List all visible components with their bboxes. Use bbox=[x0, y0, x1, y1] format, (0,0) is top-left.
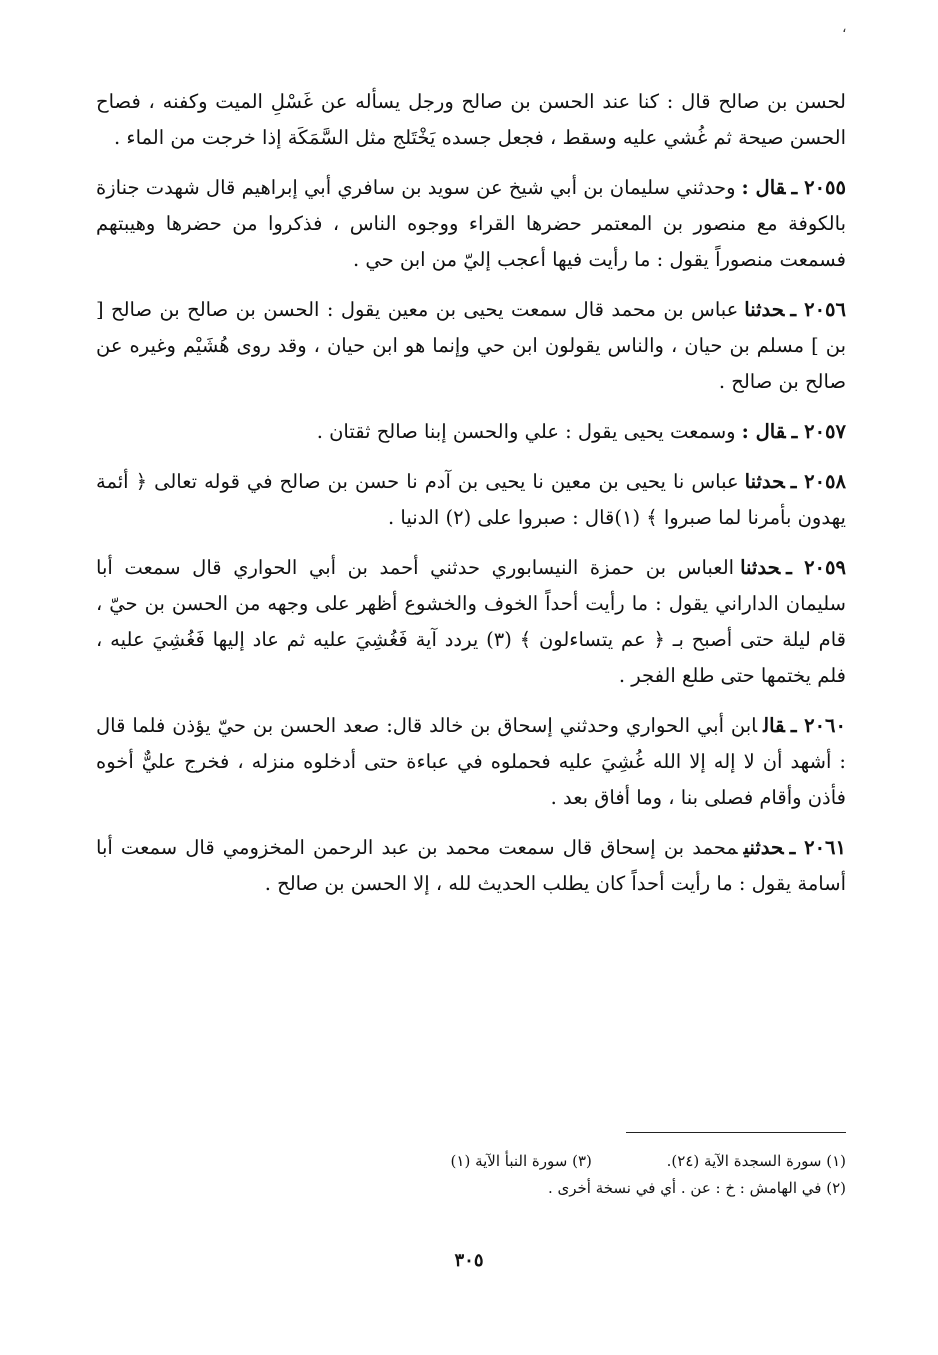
paragraph-keyword: حدثنا bbox=[744, 470, 785, 493]
footnote-row bbox=[300, 1148, 846, 1175]
paragraph-2061 bbox=[96, 830, 846, 902]
footnote-1: (١) سورة السجدة الآية (٢٤). bbox=[666, 1152, 846, 1170]
paragraph-keyword: حدثني bbox=[743, 836, 784, 859]
paragraph-text: لحسن بن صالح قال : كنا عند الحسن بن صالح ورجل يسأله عن غَسْلِ الميت وكفنه ، فصاح الحسن صيحة ثم غُشي عليه وسقط ، فجعل جسده يَخْتَلج مثل السَّمَكَة إذا خرجت من الماء . bbox=[96, 90, 846, 149]
corner-mark: ، bbox=[842, 20, 847, 36]
paragraph-text: ابن أبي الحواري وحدثني إسحاق بن خالد قال: صعد الحسن بن حيّ يؤذن فلما قال : أشهد أن لا إله إلا الله غُشِيَ عليه فحملوه في عباءة حتى أدخلوه منزله ، فخرج عليٌّ أخوه فأذن وأقام فصلى بنا ، وما أفاق بعد . bbox=[96, 714, 846, 809]
paragraph-2056 bbox=[96, 292, 846, 400]
paragraph-text: وسمعت يحيى يقول : علي والحسن إبنا صالح ثقتان . bbox=[316, 420, 736, 443]
paragraph-number: ٢٠٥٥ ـ bbox=[791, 176, 846, 199]
paragraph-number: ٢٠٥٧ ـ bbox=[791, 420, 846, 443]
footnote-3: (٣) سورة النبأ الآية (١) bbox=[450, 1152, 592, 1170]
paragraph-keyword: قال : bbox=[741, 420, 786, 443]
paragraph-text: محمد بن إسحاق قال سمعت محمد بن عبد الرحمن المخزومي قال سمعت أبا أسامة يقول : ما رأيت أحداً كان يطلب الحديث لله ، إلا الحسن بن صالح . bbox=[96, 836, 846, 895]
paragraph-2058 bbox=[96, 464, 846, 536]
paragraph-number: ٢٠٥٩ ـ bbox=[786, 556, 846, 579]
paragraph-number: ٢٠٥٦ ـ bbox=[790, 298, 846, 321]
paragraph-continuation bbox=[96, 84, 846, 156]
page-body bbox=[96, 84, 846, 902]
paragraph-2060 bbox=[96, 708, 846, 816]
footnote-separator bbox=[626, 1132, 846, 1133]
paragraph-keyword: قال bbox=[763, 714, 785, 737]
paragraph-text: العباس بن حمزة النيسابوري حدثني أحمد بن أبي الحواري قال سمعت أبا سليمان الداراني يقول : ما رأيت أحداً الخوف والخشوع أظهر على وجهه من الحسن بن حيّ ، قام ليلة حتى أصبح بـ ﴿ عم يتساءلون ﴾ (٣) يردد آية فَغُشِيَ عليه ثم عاد إليها فَغُشِيَ عليه ، فلم يختمها حتى طلع الفجر . bbox=[96, 556, 846, 687]
footnote-row bbox=[300, 1175, 846, 1202]
paragraph-keyword: قال : bbox=[741, 176, 786, 199]
paragraph-2057 bbox=[96, 414, 846, 450]
paragraph-keyword: حدثنا bbox=[740, 556, 781, 579]
paragraph-keyword: حدثنا bbox=[744, 298, 785, 321]
paragraph-number: ٢٠٦٠ ـ bbox=[790, 714, 846, 737]
paragraph-text: عباس بن محمد قال سمعت يحيى بن معين يقول : الحسن بن صالح بن صالح [ بن ] مسلم بن حيان ، والناس يقولون ابن حي وإنما هو ابن حيان ، وقد روى هُشَيْم وغيره عن صالح بن صالح . bbox=[96, 298, 846, 393]
paragraph-2059 bbox=[96, 550, 846, 694]
paragraph-number: ٢٠٥٨ ـ bbox=[790, 470, 846, 493]
page-number: ٣٠٥ bbox=[454, 1250, 484, 1271]
footnotes bbox=[300, 1148, 846, 1202]
footnote-2: (٢) في الهامش : خ : عن . أي في نسخة أخرى . bbox=[547, 1179, 846, 1197]
paragraph-number: ٢٠٦١ ـ bbox=[789, 836, 846, 859]
paragraph-text: عباس نا يحيى بن معين نا يحيى بن آدم نا حسن بن صالح في قوله تعالى ﴿ أئمة يهدون بأمرنا لما صبروا ﴾ (١)قال : صبروا على (٢) الدنيا . bbox=[96, 470, 846, 529]
paragraph-text: وحدثني سليمان بن أبي شيخ عن سويد بن سافري أبي إبراهيم قال شهدت جنازة بالكوفة مع منصور بن المعتمر حضرها القراء ووجوه الناس ، فذكروا من حضرها وهيبتهم فسمعت منصوراً يقول : ما رأيت فيها أعجب إليّ من ابن حي . bbox=[96, 176, 846, 271]
paragraph-2055 bbox=[96, 170, 846, 278]
